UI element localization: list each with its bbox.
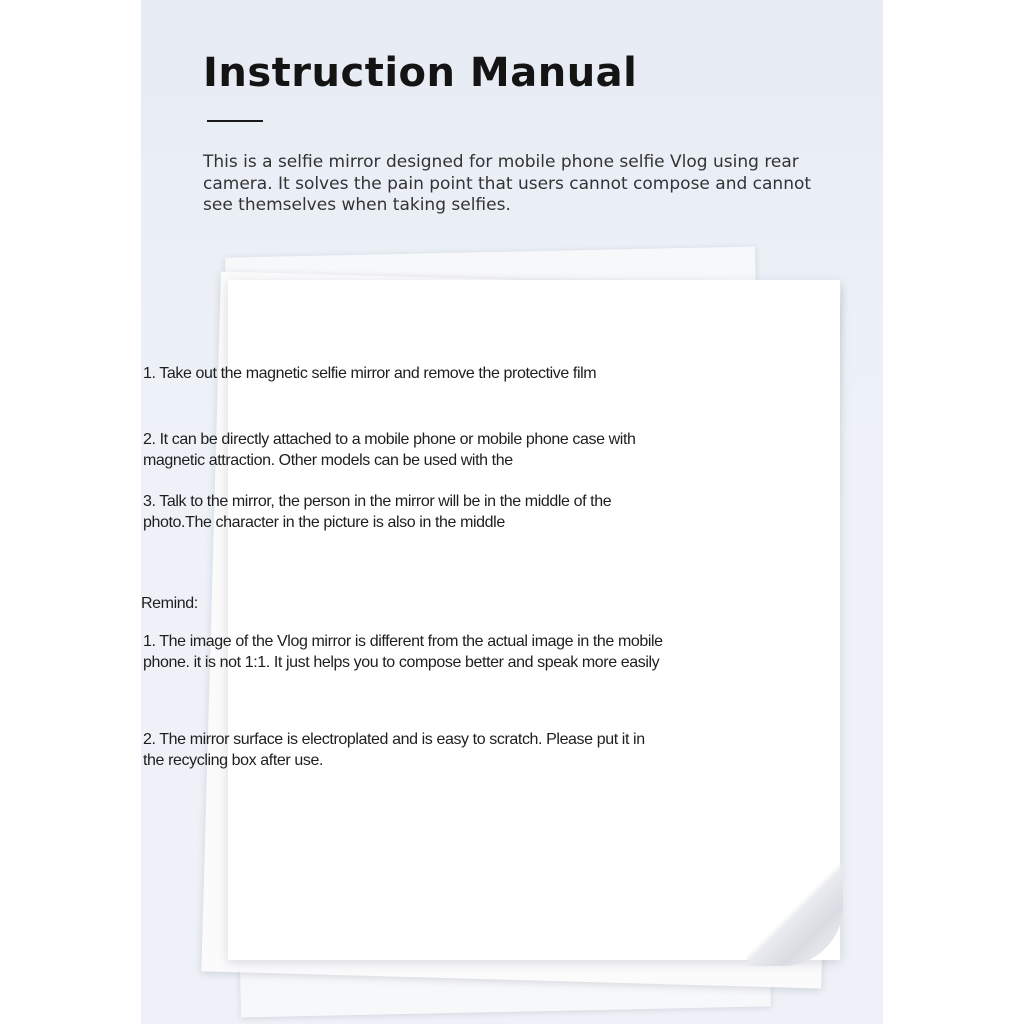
instruction-step-3: 3. Talk to the mirror, the person in the mirror will be in the middle of the photo.The character in the picture is also in the middle [143, 493, 612, 531]
page-title: Instruction Manual [203, 50, 638, 96]
title-underline [207, 120, 263, 122]
instruction-step-2: 2. It can be directly attached to a mobile phone or mobile phone case with magnetic attraction. Other models can be used with the [143, 431, 636, 469]
remind-item-2: 2. The mirror surface is electroplated and is easy to scratch. Please put it in the recycling box after use. [143, 731, 645, 769]
intro-paragraph: This is a selfie mirror designed for mobile phone selfie Vlog using rear camera. It solves the pain point that users cannot compose and cannot see themselves when taking selfies. [203, 152, 812, 215]
instruction-step-1: 1. Take out the magnetic selfie mirror and remove the protective film [143, 365, 597, 382]
remind-heading: Remind: [141, 595, 198, 612]
remind-item-1: 1. The image of the Vlog mirror is different from the actual image in the mobile phone. it is not 1:1. It just helps you to compose better and speak more easily [143, 633, 663, 671]
